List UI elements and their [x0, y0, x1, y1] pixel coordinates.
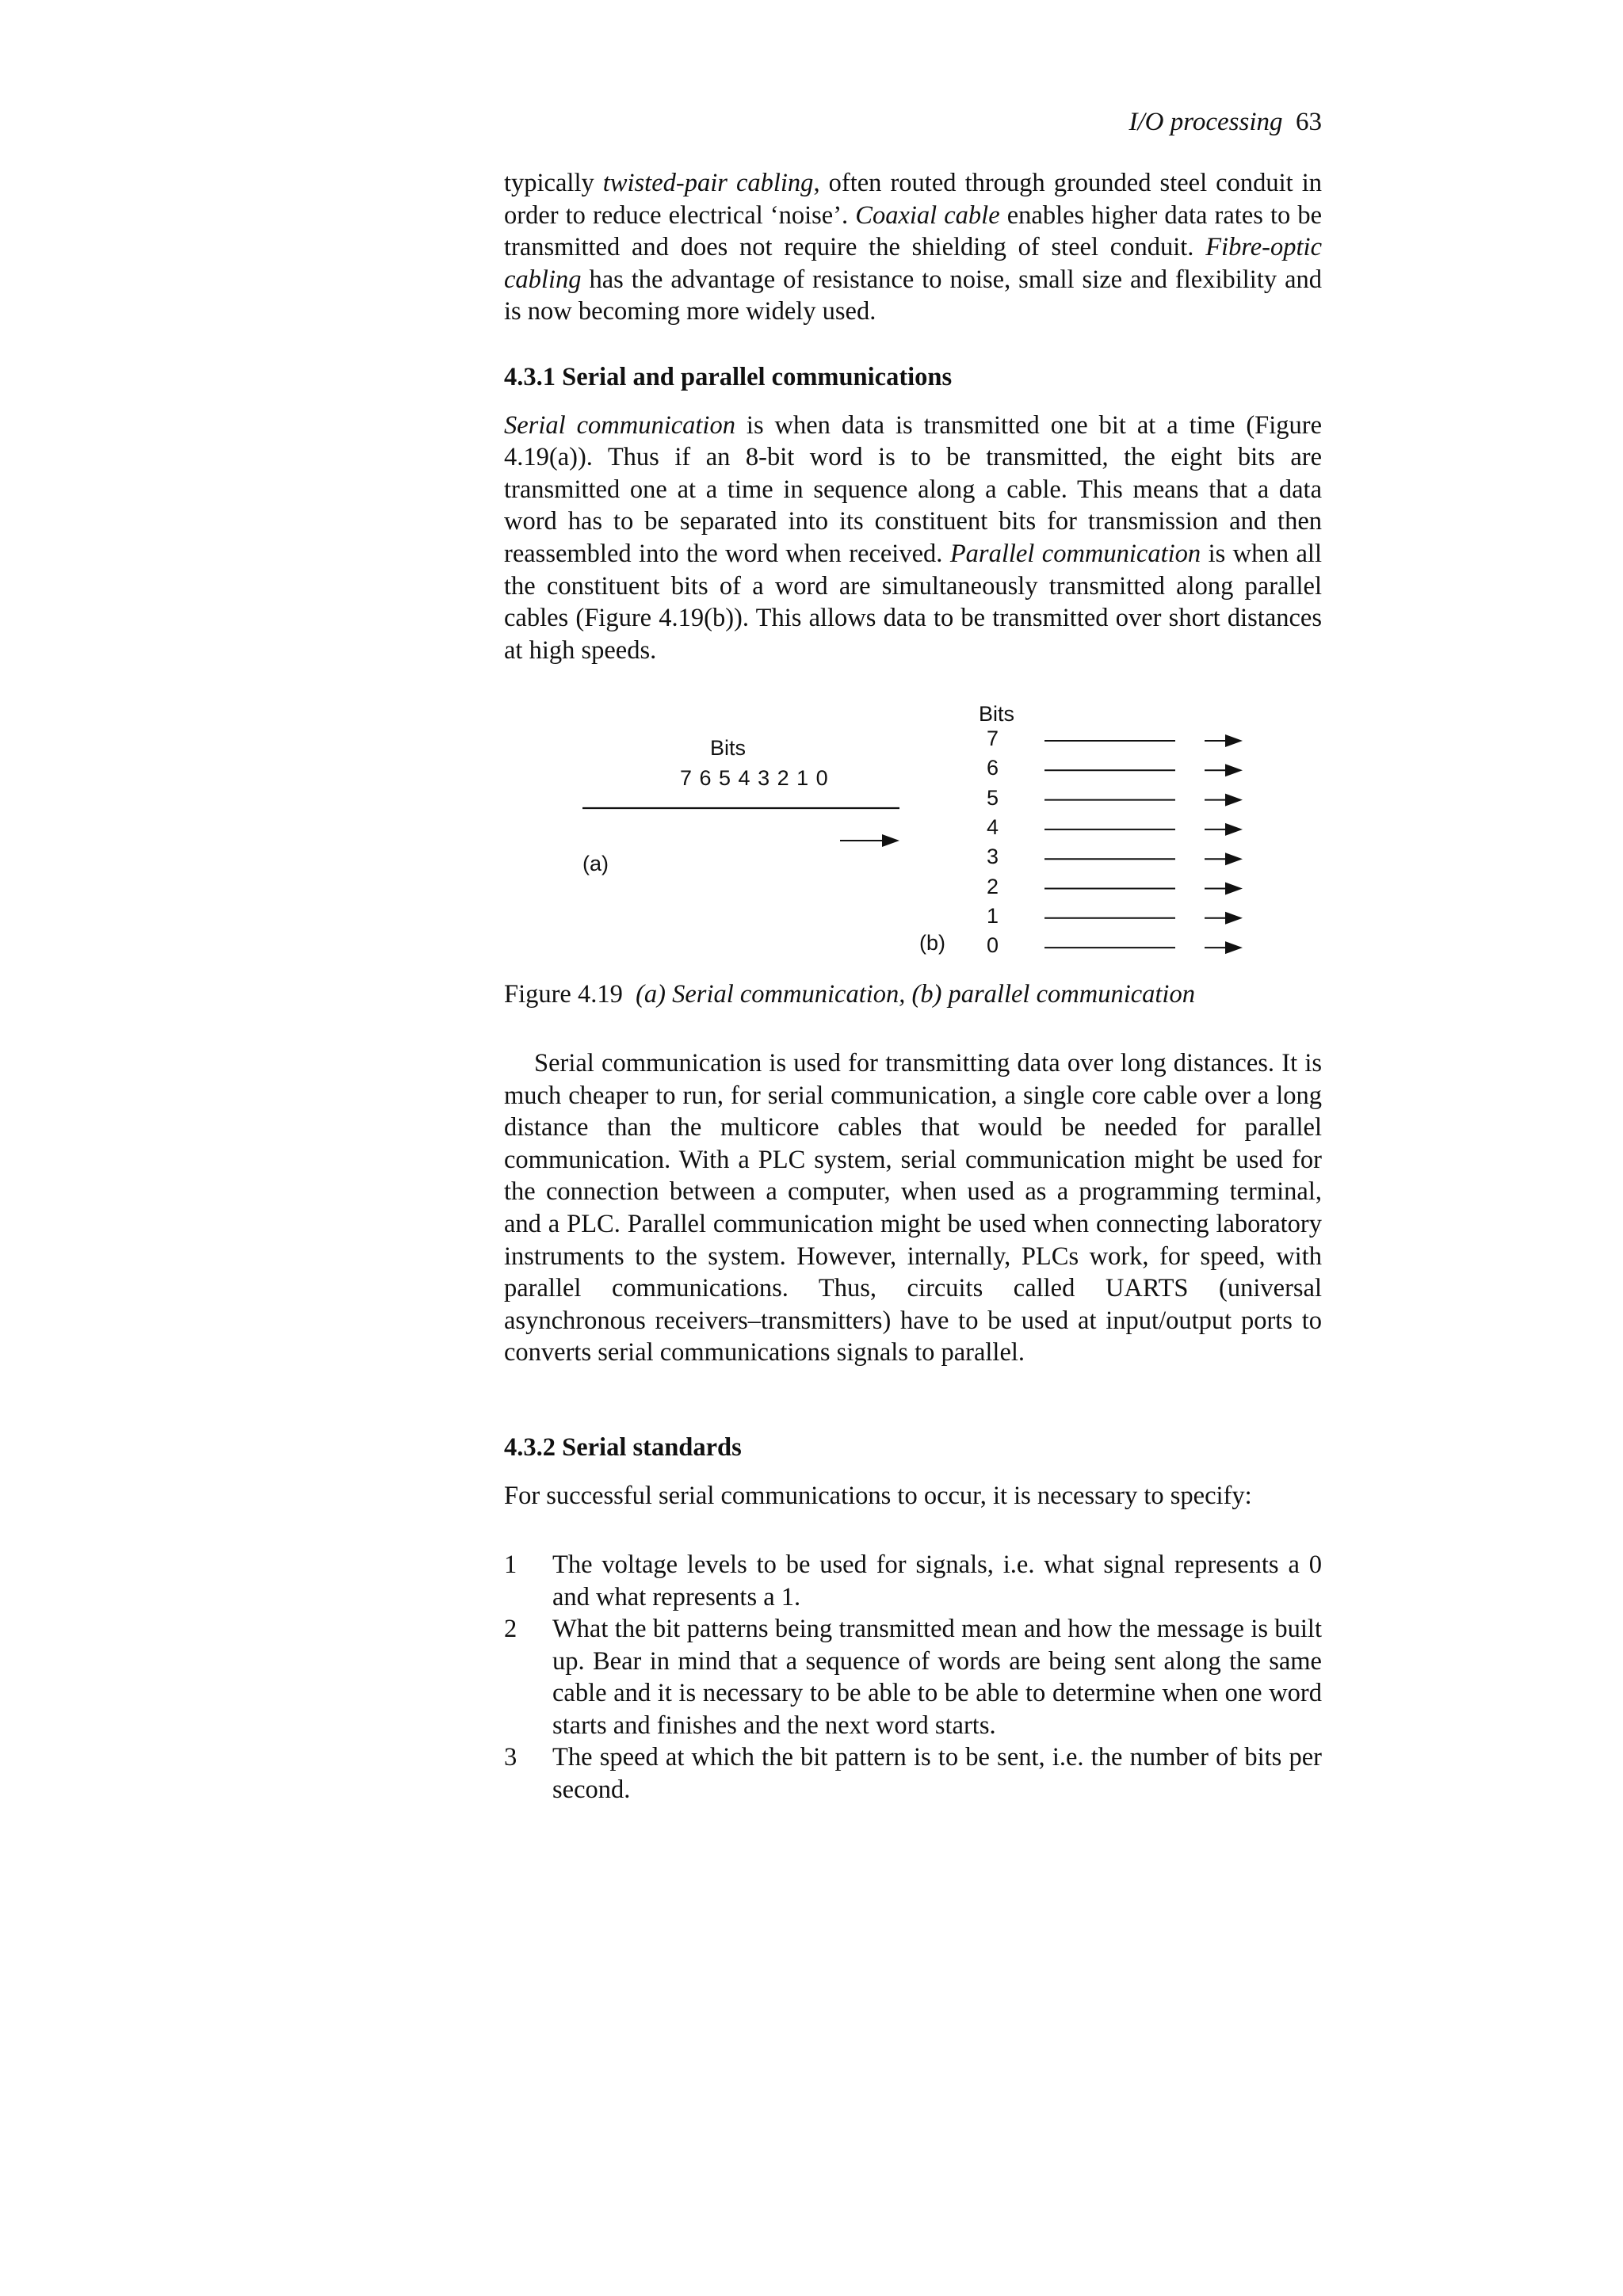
parallel-lines	[1044, 734, 1243, 954]
section-431	[504, 361, 1322, 666]
parallel-bit-number: 0	[987, 933, 999, 958]
parallel-arrow-head	[1225, 912, 1243, 925]
intro-paragraph	[504, 167, 1322, 328]
parallel-arrow-head	[1225, 823, 1243, 836]
text-run: , often routed through grounded steel conduit in order to reduce electrical ‘noise’.	[504, 169, 1322, 230]
text-run: is when data is transmitted one bit at a time (Figure 4.19(a)). Thus if an 8-bit word is to be transmitted, the eight bits are transmitted one at a time in sequence along a cable. This means that a data word has to be separated into its constituent bits for transmission and then reassembled into the word when received.	[504, 410, 1323, 568]
figure-caption-text: (a) Serial communication, (b) parallel communication	[636, 980, 1195, 1009]
italic-term: twisted-pair cabling	[602, 169, 814, 197]
parallel-arrow-head	[1225, 883, 1243, 895]
figure-caption	[504, 980, 1195, 1009]
figure-caption-prefix: Figure 4.19	[504, 980, 623, 1009]
parallel-arrow-head	[1225, 941, 1243, 954]
list-item-number: 1	[504, 1550, 517, 1579]
body-block	[504, 1047, 1322, 1369]
list-item-number: 3	[504, 1743, 517, 1772]
parallel-arrow-head	[1225, 794, 1243, 807]
text-run: enables higher data rates to be transmitted and does not require the shielding of steel conduit.	[504, 200, 1322, 262]
italic-term: Fibre-optic cabling	[504, 233, 1322, 294]
section-431-paragraph	[504, 410, 1322, 667]
serial-arrow	[840, 834, 899, 847]
body-paragraph: Serial communication is used for transmitting data over long distances. It is much cheaper to run, for serial communication, a single core cable over a long distance than the multicore cables that would be needed for parallel communication. With a PLC system, serial communication might be used for the connection between a computer, when used as a programming terminal, and a PLC. Parallel communication might be used when connecting laboratory instruments to the system. However, internally, PLCs work, for speed, with parallel communications. Thus, circuits called UARTS (universal asynchronous receivers–transmitters) have to be used at input/output ports to converts serial communications signals to parallel.	[504, 1049, 1322, 1367]
section-432-heading: 4.3.2 Serial standards	[504, 1433, 742, 1462]
italic-term: Parallel communication	[949, 539, 1201, 568]
page-number: 63	[1296, 108, 1322, 136]
parallel-bit-number: 2	[987, 874, 999, 898]
parallel-bit-number: 6	[987, 756, 999, 780]
parallel-bit-number: 5	[987, 785, 999, 810]
parallel-arrow-head	[1225, 852, 1243, 865]
list-item-text: What the bit patterns being transmitted mean and how the message is built up. Bear in mind that a sequence of words are being sent along the same cable and it is necessary to be able to be able to determine when one word starts and finishes and the next word starts.	[552, 1615, 1322, 1740]
parallel-bit-number: 1	[987, 903, 999, 928]
serial-bit-sequence: 7 6 5 4 3 2 1 0	[680, 766, 829, 790]
parallel-arrow-head	[1225, 734, 1243, 747]
running-title: I/O processing	[1128, 108, 1283, 136]
parallel-bit-number: 3	[987, 845, 999, 869]
section-431-heading: 4.3.1 Serial and parallel communications	[504, 363, 953, 391]
text-run: typically	[504, 169, 603, 197]
section-432	[504, 1432, 1322, 1512]
text-run: has the advantage of resistance to noise, small size and flexibility and is now becoming more widely used.	[504, 265, 1322, 326]
text-run: is when all the constituent bits of a word are simultaneously transmitted along parallel cables (Figure 4.19(b)). This allows data to be transmitted over short distances at high speeds.	[504, 539, 1322, 665]
serial-tag: (a)	[582, 852, 609, 875]
parallel-bit-number: 4	[987, 814, 999, 839]
intro-block	[504, 167, 1322, 328]
figure-4-19	[555, 697, 1268, 967]
figure-lines	[555, 697, 1268, 967]
parallel-bits-label: Bits	[979, 702, 1015, 726]
parallel-bit-number: 7	[987, 727, 999, 750]
italic-term: Coaxial cable	[855, 200, 1000, 230]
italic-term: Serial communication	[504, 410, 735, 440]
list-item-text: The voltage levels to be used for signals, i.e. what signal represents a 0 and what represents a 1.	[552, 1550, 1322, 1611]
list-item-number: 2	[504, 1615, 517, 1643]
running-header	[504, 108, 1322, 137]
serial-bits-label: Bits	[710, 736, 747, 760]
list-item-text: The speed at which the bit pattern is to be sent, i.e. the number of bits per second.	[552, 1743, 1322, 1804]
section-432-intro: For successful serial communications to occur, it is necessary to specify:	[504, 1481, 1252, 1510]
parallel-tag: (b)	[919, 931, 945, 955]
parallel-arrow-head	[1225, 764, 1243, 776]
